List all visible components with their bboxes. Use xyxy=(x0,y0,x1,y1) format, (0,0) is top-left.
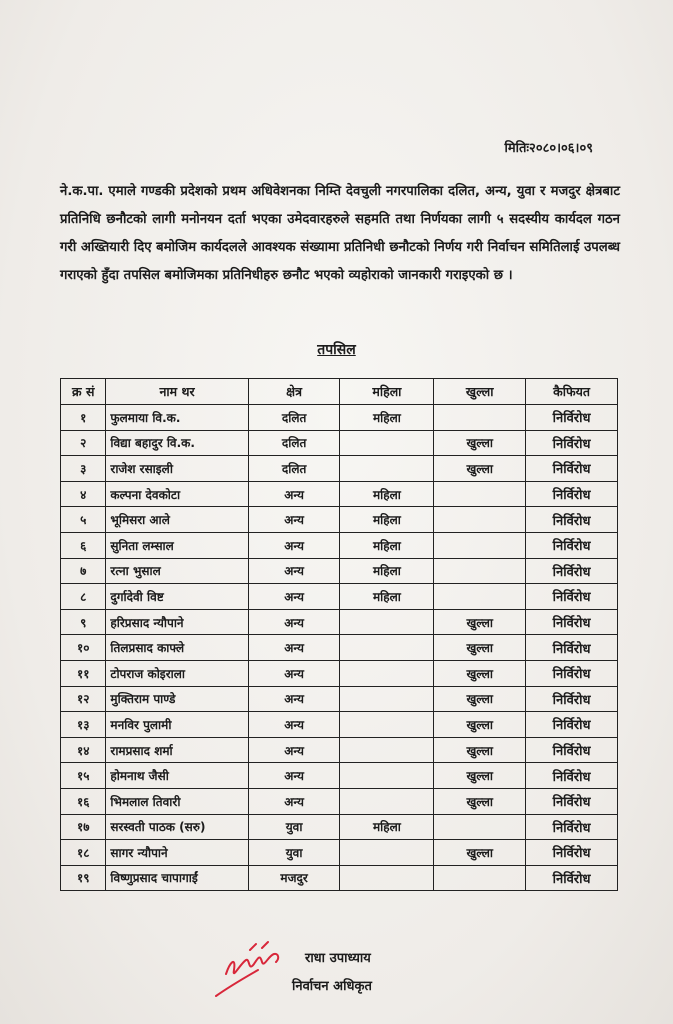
notice-paragraph: ने.क.पा. एमाले गण्डकी प्रदेशको प्रथम अधिवेशनका निम्ति देवचुली नगरपालिका दलित, अन्य, युवा र मजदुर क्षेत्रबाट प्रतिनिधि छनौटको लागी मनोनयन दर्ता भएका उमेदवारहरुले सहमति तथा निर्णयका लागी ५ सदस्यीय कार्यदल गठन गरी अख्तियारी दिए बमोजिम कार्यदलले आवश्यक संख्यामा प्रतिनिधी छनौटको निर्णय गरी निर्वाचन समितिलाई उपलब्ध गराएको हुँदा तपसिल बमोजिमका प्रतिनिधीहरु छनौट भएको व्यहोराको जानकारी गराइएको छ । xyxy=(60,184,620,283)
cell-serial: १२ xyxy=(61,686,106,712)
cell-remark: निर्विरोध xyxy=(526,584,618,610)
cell-area: अन्य xyxy=(248,635,340,661)
table-row xyxy=(61,763,618,789)
cell-area: मजदुर xyxy=(248,865,340,891)
cell-female xyxy=(340,686,434,712)
cell-remark: निर्विरोध xyxy=(526,840,618,866)
cell-name: फुलमाया वि.क. xyxy=(106,405,248,431)
cell-remark: निर्विरोध xyxy=(526,481,618,507)
section-title: तपसिल xyxy=(317,342,356,358)
cell-name: विष्णुप्रसाद चापागाईं xyxy=(106,865,248,891)
cell-serial: १५ xyxy=(61,763,106,789)
cell-female xyxy=(340,737,434,763)
cell-open xyxy=(434,481,526,507)
table-body xyxy=(61,405,618,891)
cell-remark: निर्विरोध xyxy=(526,635,618,661)
cell-remark: निर्विरोध xyxy=(526,865,618,891)
cell-name: मुक्तिराम पाण्डे xyxy=(106,686,248,712)
table-row xyxy=(61,660,618,686)
cell-open xyxy=(434,507,526,533)
table-row xyxy=(61,840,618,866)
cell-remark: निर्विरोध xyxy=(526,405,618,431)
cell-area: अन्य xyxy=(248,712,340,738)
cell-serial: ६ xyxy=(61,532,106,558)
cell-female xyxy=(340,635,434,661)
cell-open: खुल्ला xyxy=(434,763,526,789)
cell-area: अन्य xyxy=(248,481,340,507)
cell-name: विद्या बहादुर वि.क. xyxy=(106,430,248,456)
cell-area: युवा xyxy=(248,840,340,866)
cell-serial: ३ xyxy=(61,456,106,482)
table-row xyxy=(61,430,618,456)
cell-area: अन्य xyxy=(248,609,340,635)
cell-name: सरस्वती पाठक (सरु) xyxy=(106,814,248,840)
cell-open xyxy=(434,532,526,558)
cell-name: दुर्गादेवी विष्ट xyxy=(106,584,248,610)
cell-remark: निर्विरोध xyxy=(526,507,618,533)
cell-open: खुल्ला xyxy=(434,712,526,738)
table-row xyxy=(61,788,618,814)
cell-open: खुल्ला xyxy=(434,635,526,661)
table-row xyxy=(61,507,618,533)
cell-serial: १६ xyxy=(61,788,106,814)
cell-area: अन्य xyxy=(248,584,340,610)
cell-name: टोपराज कोइराला xyxy=(106,660,248,686)
cell-female: महिला xyxy=(340,405,434,431)
cell-female xyxy=(340,865,434,891)
cell-female: महिला xyxy=(340,558,434,584)
col-header-remark: कैफियत xyxy=(526,379,618,405)
table-row xyxy=(61,532,618,558)
cell-female xyxy=(340,840,434,866)
cell-area: युवा xyxy=(248,814,340,840)
table-row xyxy=(61,456,618,482)
cell-remark: निर्विरोध xyxy=(526,712,618,738)
cell-open: खुल्ला xyxy=(434,840,526,866)
cell-name: सागर न्यौपाने xyxy=(106,840,248,866)
cell-open xyxy=(434,814,526,840)
cell-serial: १४ xyxy=(61,737,106,763)
cell-open: खुल्ला xyxy=(434,660,526,686)
cell-remark: निर्विरोध xyxy=(526,788,618,814)
cell-remark: निर्विरोध xyxy=(526,609,618,635)
cell-area: अन्य xyxy=(248,532,340,558)
cell-name: रामप्रसाद शर्मा xyxy=(106,737,248,763)
cell-serial: ७ xyxy=(61,558,106,584)
cell-female xyxy=(340,788,434,814)
table-row xyxy=(61,405,618,431)
cell-open xyxy=(434,558,526,584)
cell-serial: ४ xyxy=(61,481,106,507)
document-date: मितिः२०८०।०६।०९ xyxy=(504,141,593,156)
cell-female xyxy=(340,712,434,738)
cell-female xyxy=(340,763,434,789)
cell-open: खुल्ला xyxy=(434,788,526,814)
table-header-row xyxy=(61,379,618,405)
cell-area: अन्य xyxy=(248,763,340,789)
cell-open: खुल्ला xyxy=(434,430,526,456)
cell-female: महिला xyxy=(340,584,434,610)
cell-area: अन्य xyxy=(248,686,340,712)
cell-remark: निर्विरोध xyxy=(526,558,618,584)
col-header-area: क्षेत्र xyxy=(248,379,340,405)
cell-serial: १३ xyxy=(61,712,106,738)
cell-area: अन्य xyxy=(248,737,340,763)
cell-area: दलित xyxy=(248,405,340,431)
cell-serial: ११ xyxy=(61,660,106,686)
cell-remark: निर्विरोध xyxy=(526,532,618,558)
table-row xyxy=(61,865,618,891)
cell-female xyxy=(340,609,434,635)
cell-area: दलित xyxy=(248,456,340,482)
officer-title: निर्वाचन अधिकृत xyxy=(292,979,372,994)
cell-female xyxy=(340,430,434,456)
cell-female: महिला xyxy=(340,481,434,507)
cell-name: राजेश रसाइली xyxy=(106,456,248,482)
cell-serial: १८ xyxy=(61,840,106,866)
cell-remark: निर्विरोध xyxy=(526,763,618,789)
cell-open: खुल्ला xyxy=(434,686,526,712)
col-header-serial: क्र सं xyxy=(61,379,106,405)
table-row xyxy=(61,635,618,661)
table-row xyxy=(61,609,618,635)
cell-name: भूमिसरा आले xyxy=(106,507,248,533)
handwritten-signature xyxy=(210,934,290,1004)
cell-serial: ८ xyxy=(61,584,106,610)
officer-name: राधा उपाध्याय xyxy=(305,951,371,966)
cell-area: अन्य xyxy=(248,788,340,814)
cell-open: खुल्ला xyxy=(434,737,526,763)
cell-area: अन्य xyxy=(248,558,340,584)
representatives-table xyxy=(60,378,618,891)
cell-open: खुल्ला xyxy=(434,456,526,482)
cell-female xyxy=(340,660,434,686)
col-header-female: महिला xyxy=(340,379,434,405)
col-header-open: खुल्ला xyxy=(434,379,526,405)
cell-name: भिमलाल तिवारी xyxy=(106,788,248,814)
cell-area: अन्य xyxy=(248,507,340,533)
table-row xyxy=(61,481,618,507)
col-header-name: नाम थर xyxy=(106,379,248,405)
cell-serial: १० xyxy=(61,635,106,661)
table-row xyxy=(61,558,618,584)
cell-name: होमनाथ जैसी xyxy=(106,763,248,789)
cell-female xyxy=(340,456,434,482)
table-row xyxy=(61,686,618,712)
cell-remark: निर्विरोध xyxy=(526,456,618,482)
cell-serial: ५ xyxy=(61,507,106,533)
cell-serial: १९ xyxy=(61,865,106,891)
cell-remark: निर्विरोध xyxy=(526,686,618,712)
table-row xyxy=(61,737,618,763)
table-row xyxy=(61,814,618,840)
cell-name: सुनिता लम्साल xyxy=(106,532,248,558)
cell-area: दलित xyxy=(248,430,340,456)
table-row xyxy=(61,584,618,610)
cell-open: खुल्ला xyxy=(434,609,526,635)
cell-female: महिला xyxy=(340,507,434,533)
cell-remark: निर्विरोध xyxy=(526,430,618,456)
cell-serial: १७ xyxy=(61,814,106,840)
cell-name: तिलप्रसाद काफ्ले xyxy=(106,635,248,661)
cell-open xyxy=(434,405,526,431)
cell-remark: निर्विरोध xyxy=(526,814,618,840)
cell-female: महिला xyxy=(340,532,434,558)
cell-remark: निर्विरोध xyxy=(526,737,618,763)
cell-serial: ९ xyxy=(61,609,106,635)
cell-name: रत्ना भुसाल xyxy=(106,558,248,584)
cell-serial: २ xyxy=(61,430,106,456)
cell-female: महिला xyxy=(340,814,434,840)
cell-name: मनविर पुलामी xyxy=(106,712,248,738)
cell-open xyxy=(434,865,526,891)
cell-name: हरिप्रसाद न्यौपाने xyxy=(106,609,248,635)
cell-name: कल्पना देवकोटा xyxy=(106,481,248,507)
cell-area: अन्य xyxy=(248,660,340,686)
cell-serial: १ xyxy=(61,405,106,431)
table-row xyxy=(61,712,618,738)
cell-remark: निर्विरोध xyxy=(526,660,618,686)
cell-open xyxy=(434,584,526,610)
